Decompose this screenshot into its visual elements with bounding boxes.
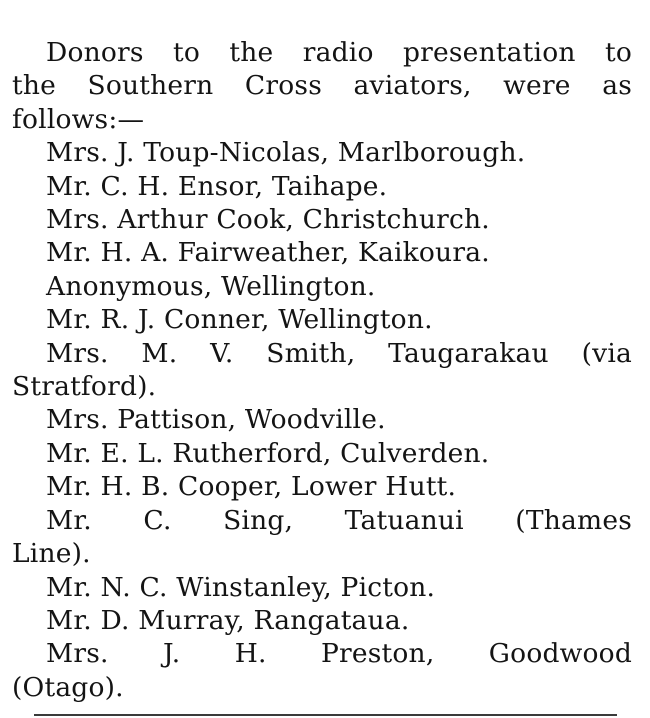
newspaper-article [12,36,632,704]
donor-entry-continuation: Line). [12,538,91,570]
donor-entry: Mr. H. A. Fairweather, Kaikoura. [46,237,490,269]
donor-entry: Mr. H. B. Cooper, Lower Hutt. [46,471,457,503]
donor-entry: Mr. E. L. Rutherford, Culverden. [46,437,490,469]
donor-entry: Mrs. M. V. Smith, Taugarakau (via [46,337,632,369]
donor-entry: Mr. N. C. Winstanley, Picton. [46,571,436,603]
donor-entry: Mrs. J. H. Preston, Goodwood [46,638,632,670]
intro-line: follows:— [12,103,145,135]
donor-entry: Mr. D. Murray, Rangataua. [46,604,410,636]
donor-entry: Mr. C. H. Ensor, Taihape. [46,170,388,202]
donor-entry: Mr. R. J. Conner, Wellington. [46,304,433,336]
donor-entry: Mrs. Arthur Cook, Christchurch. [46,204,490,236]
donor-entry-continuation: (Otago). [12,671,124,703]
donor-entry-continuation: Stratford). [12,371,157,403]
column-divider [34,714,617,716]
intro-line: the Southern Cross aviators, were as [12,70,632,102]
donor-entry: Anonymous, Wellington. [46,270,376,302]
intro-line: Donors to the radio presentation to [46,37,632,68]
donor-entry: Mrs. Pattison, Woodville. [46,404,386,436]
donor-entry: Mrs. J. Toup-Nicolas, Marlborough. [46,137,526,169]
donor-entry: Mr. C. Sing, Tatuanui (Thames [46,504,632,536]
